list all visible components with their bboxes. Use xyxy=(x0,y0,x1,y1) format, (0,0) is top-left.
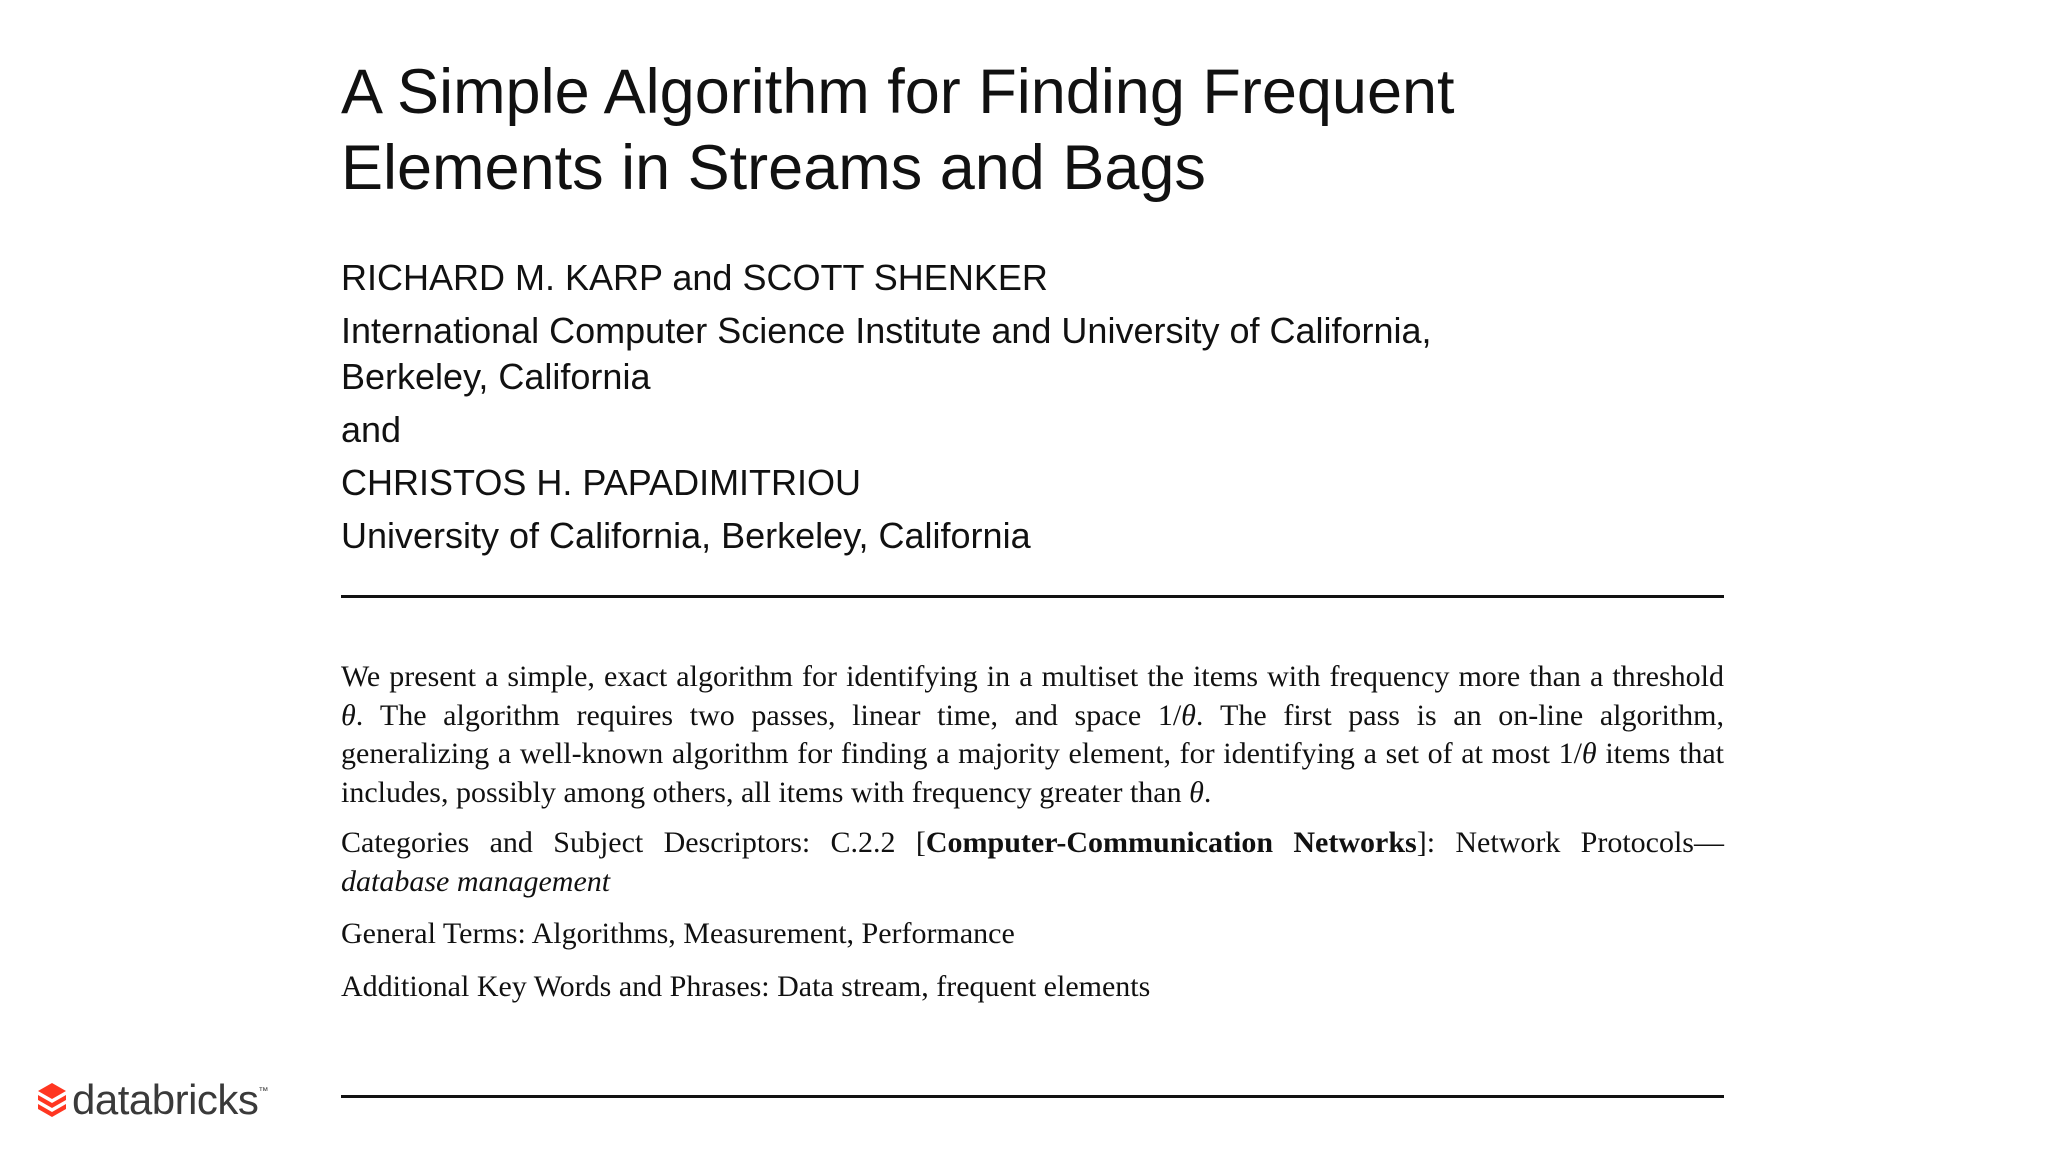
databricks-logo xyxy=(36,1074,268,1126)
category-bold: Computer-Communication Networks xyxy=(925,826,1417,859)
paper-title xyxy=(341,54,1725,206)
theta-symbol: θ xyxy=(341,698,356,732)
theta-symbol: θ xyxy=(1181,698,1196,732)
author-names-1: RICHARD M. KARP and SCOTT SHENKER xyxy=(341,257,1048,298)
theta-symbol: θ xyxy=(1581,737,1597,770)
general-terms: General Terms: Algorithms, Measurement, Performance xyxy=(341,917,1015,950)
categories-descriptors: Categories and Subject Descriptors: C.2.2 [Computer-Communication Networks]: Network Protocols—database management xyxy=(341,826,1724,898)
logo-wordmark: databricks xyxy=(72,1076,259,1123)
paper-title-line1: A Simple Algorithm for Finding Frequent xyxy=(341,57,1455,127)
logo-trademark: ™ xyxy=(258,1086,269,1097)
paper-title-line2: Elements in Streams and Bags xyxy=(341,133,1206,203)
author-affiliation-1-cont: Berkeley, California xyxy=(341,356,651,397)
author-affiliation-2: University of California, Berkeley, California xyxy=(341,515,1031,556)
author-affiliation-1: International Computer Science Institute and University of California, xyxy=(341,310,1432,351)
author-connector: and xyxy=(341,409,402,450)
abstract-block xyxy=(341,658,1724,1006)
keywords: Additional Key Words and Phrases: Data stream, frequent elements xyxy=(341,969,1151,1003)
category-italic: database management xyxy=(341,864,611,898)
top-divider xyxy=(341,595,1724,598)
bottom-divider xyxy=(341,1095,1724,1098)
author-names-2: CHRISTOS H. PAPADIMITRIOU xyxy=(341,462,862,503)
databricks-logo-icon xyxy=(36,1081,68,1119)
abstract-text: We present a simple, exact algorithm for identifying in a multiset the items with frequency more than a threshold θ. The algorithm requires two passes, linear time, and space 1/θ. The first pass is an on-line algorithm, generalizing a well-known algorithm for finding a majority element, for identifying a set of at most 1/θ items that includes, possibly among others, all items with frequency greater than θ. xyxy=(341,660,1724,809)
theta-symbol: θ xyxy=(1189,775,1204,809)
